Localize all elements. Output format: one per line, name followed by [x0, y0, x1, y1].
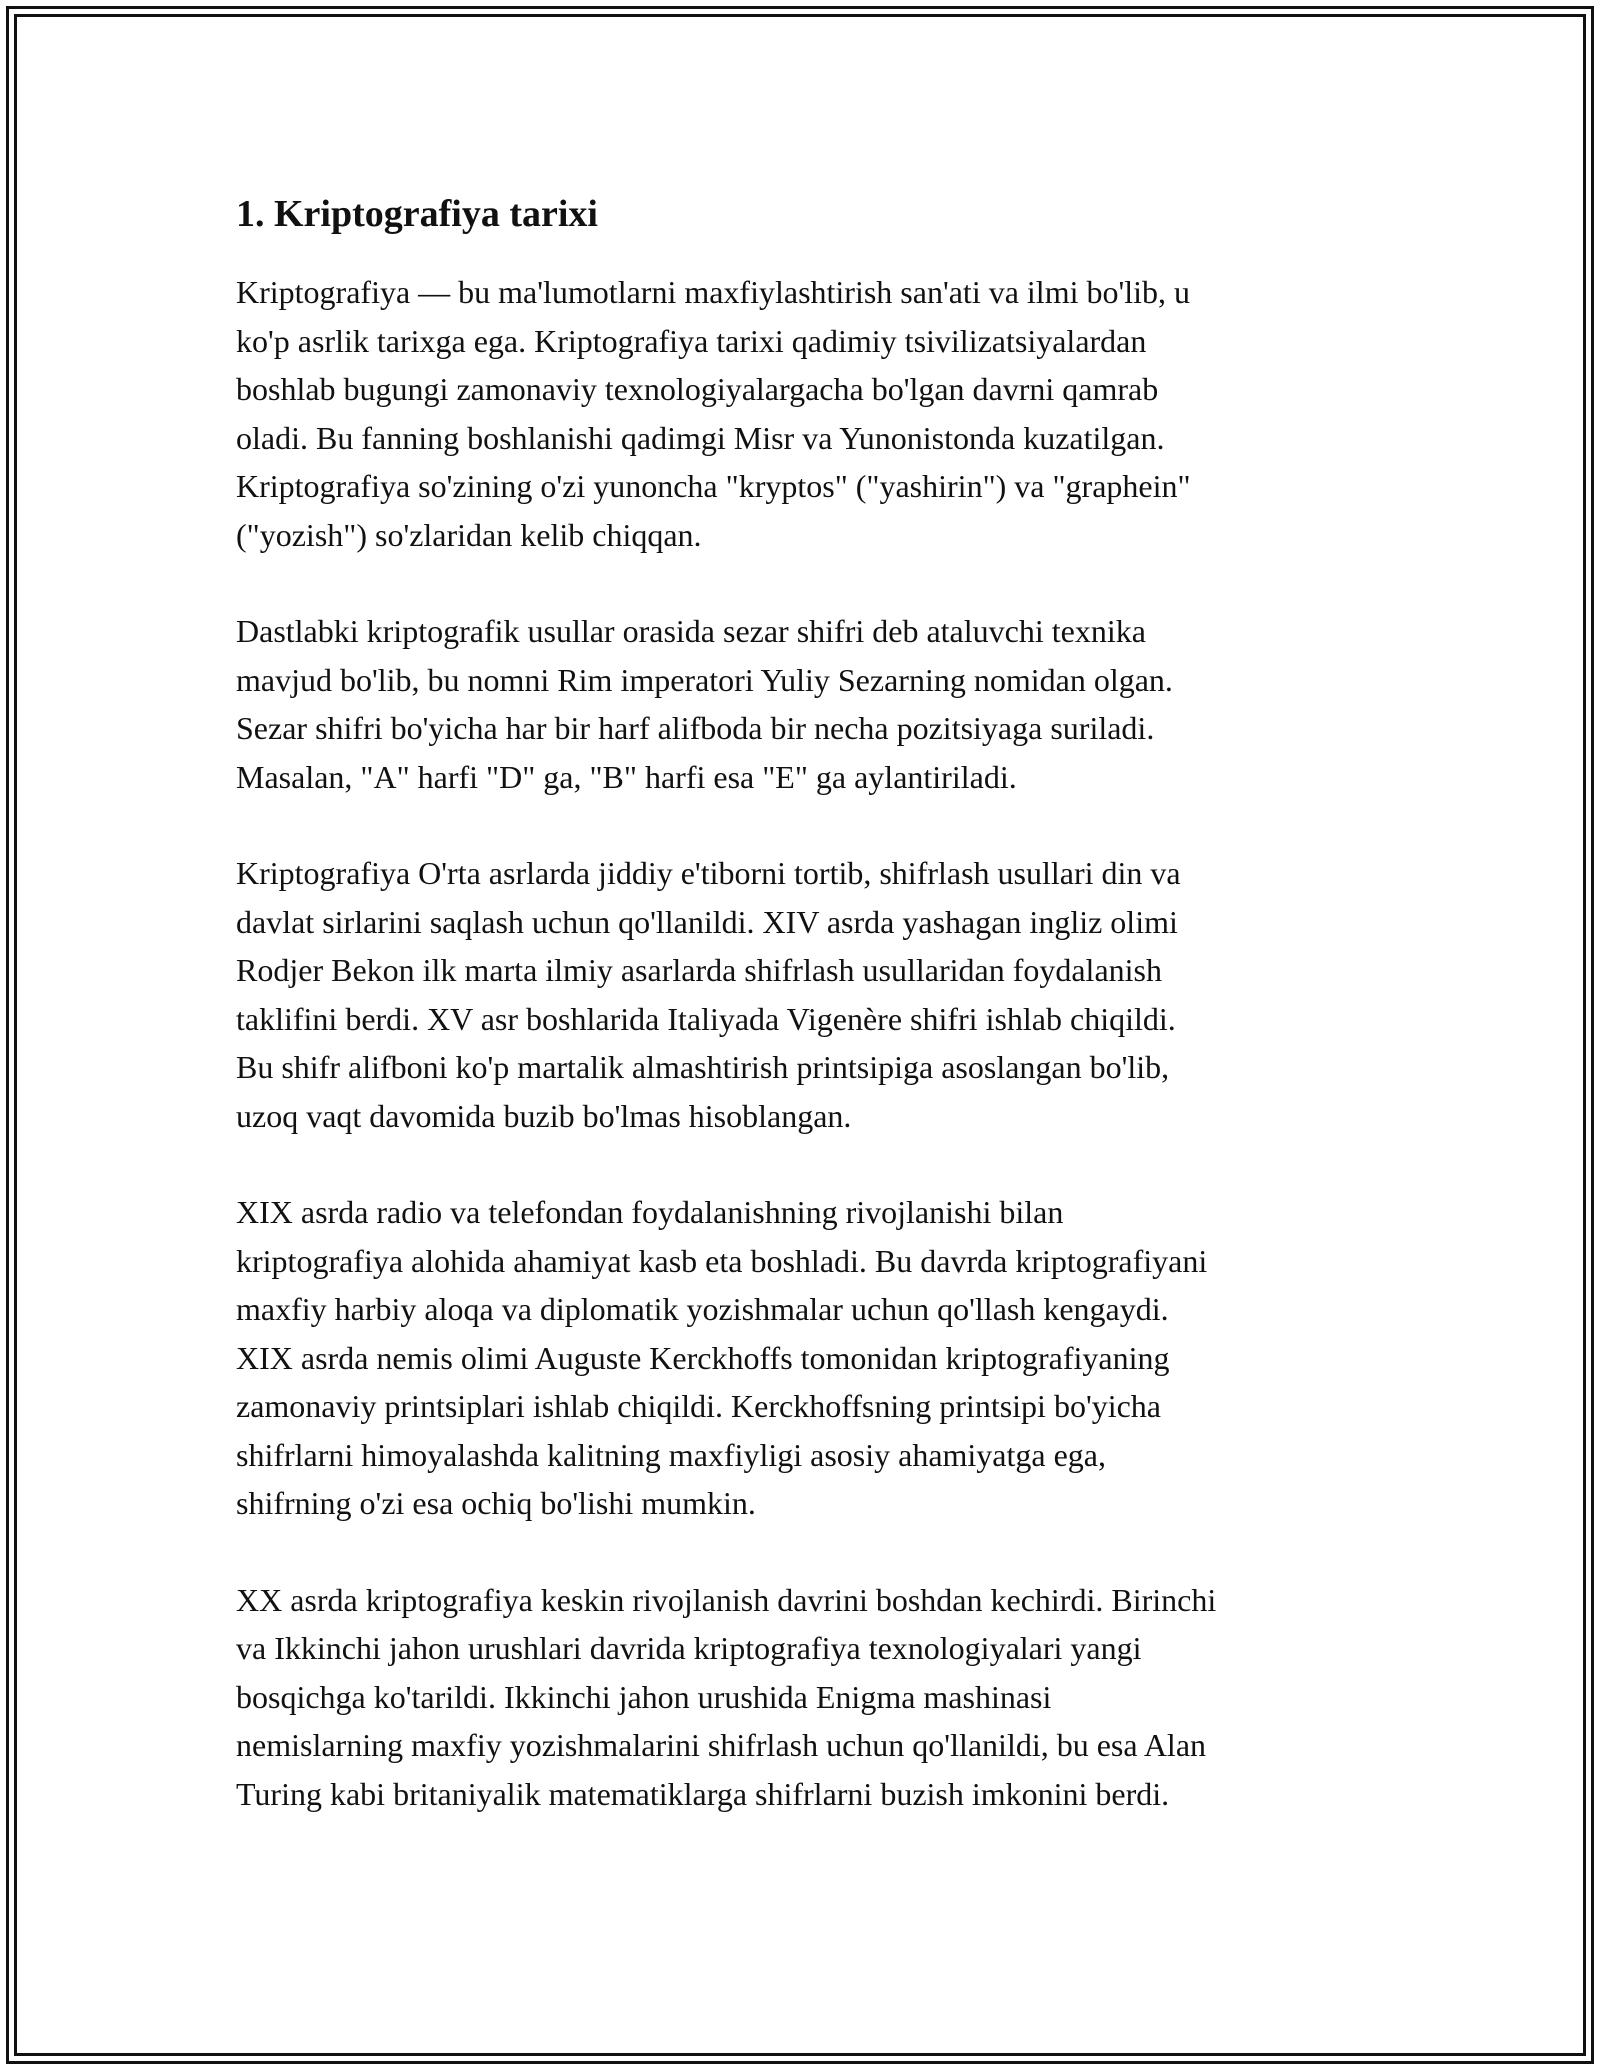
paragraph-5: XX asrda kriptografiya keskin rivojlanish davrini boshdan kechirdi. Birinchi va Ikkinchi jahon urushlari davrida kriptografiya texnologiyalari yangi bosqichga ko'tarildi. Ikkinchi jahon urushida Enigma mashinasi nemislarning maxfiy yozishmalarini shifrlash uchun qo'llanildi, bu esa Alan Turing kabi britaniyalik matematiklarga shifrlarni buzish imkonini berdi. [236, 1581, 1217, 1812]
paragraph-3: Kriptografiya O'rta asrlarda jiddiy e'tiborni tortib, shifrlash usullari din va davlat sirlarini saqlash uchun qo'llanildi. XIV asrda yashagan ingliz olimi Rodjer Bekon ilk marta ilmiy asarlarda shifrlash usullaridan foydalanish taklifini berdi. XV asr boshlarida Italiyada Vigenère shifri ishlab chiqildi. Bu shifr alifboni ko'p martalik almashtirish printsipiga asoslangan bo'lib, uzoq vaqt davomida buzib bo'lmas hisoblangan. [236, 855, 1181, 1134]
document-body [236, 184, 1386, 1866]
paragraph-2: Dastlabki kriptografik usullar orasida sezar shifri deb ataluvchi texnika mavjud bo'lib, bu nomni Rim imperatori Yuliy Sezarning nomidan olgan. Sezar shifri bo'yicha har bir harf alifboda bir necha pozitsiyaga suriladi. Masalan, "A" harfi "D" ga, "B" harfi esa "E" ga aylantiriladi. [236, 613, 1173, 795]
section-heading: 1. Kriptografiya tarixi [236, 193, 598, 235]
paragraph-1: Kriptografiya — bu ma'lumotlarni maxfiylashtirish san'ati va ilmi bo'lib, u ko'p asrlik tarixga ega. Kriptografiya tarixi qadimiy tsivilizatsiyalardan boshlab bugungi zamonaviy texnologiyalargacha bo'lgan davrni qamrab oladi. Bu fanning boshlanishi qadimgi Misr va Yunonistonda kuzatilgan. Kriptografiya so'zining o'zi yunoncha "kryptos" ("yashirin") va "graphein" ("yozish") so'zlaridan kelib chiqqan. [236, 274, 1191, 553]
paragraph-4: XIX asrda radio va telefondan foydalanishning rivojlanishi bilan kriptografiya alohida ahamiyat kasb eta boshladi. Bu davrda kriptografiyani maxfiy harbiy aloqa va diplomatik yozishmalar uchun qo'llash kengaydi. XIX asrda nemis olimi Auguste Kerckhoffs tomonidan kriptografiyaning zamonaviy printsiplari ishlab chiqildi. Kerckhoffsning printsipi bo'yicha shifrlarni himoyalashda kalitning maxfiyligi asosiy ahamiyatga ega, shifrning o'zi esa ochiq bo'lishi mumkin. [236, 1194, 1208, 1521]
